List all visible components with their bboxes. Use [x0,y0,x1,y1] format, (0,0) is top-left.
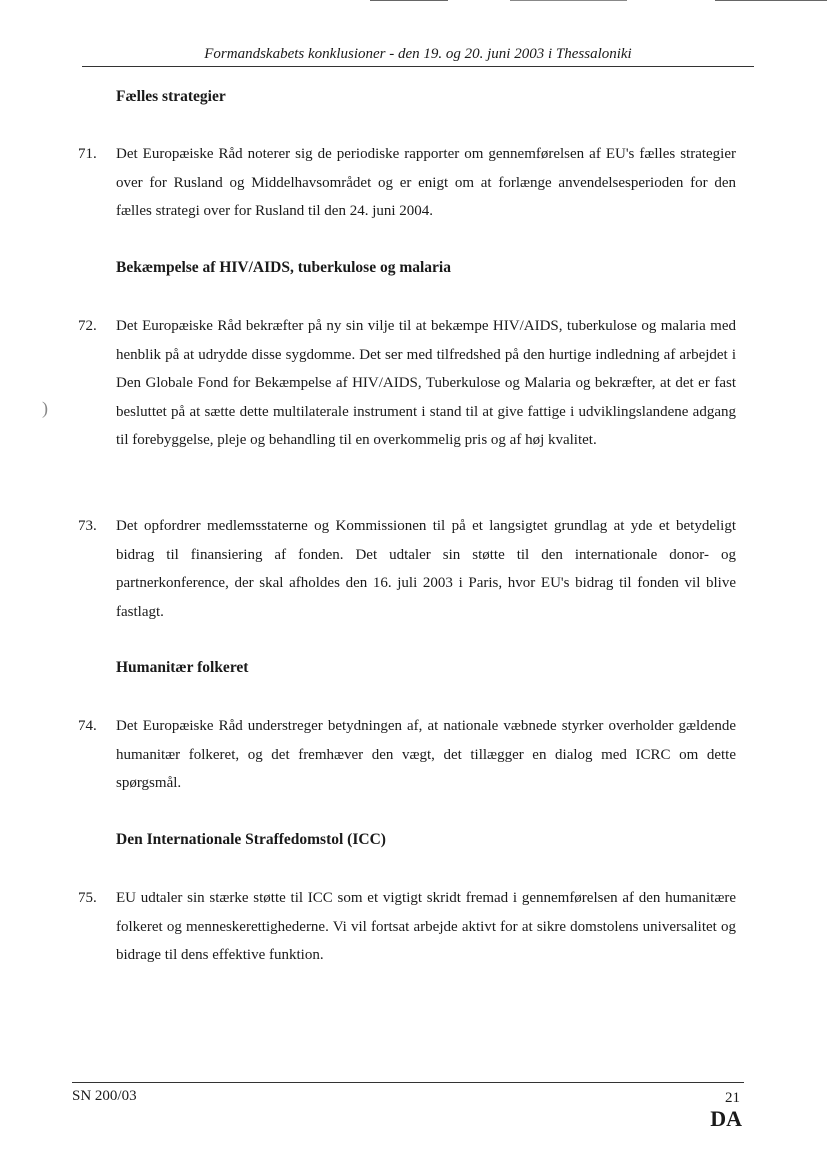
paragraph-text: EU udtaler sin stærke støtte til ICC som et vigtigt skridt fremad i gennemførelsen af den humanitære folkeret og menneskerettighederne. Vi vil fortsat arbejde aktivt for at sikre domstolens universalitet og bidrage til dens effektive funktion. [116,890,736,963]
paragraph-number: 72. [78,318,97,334]
scan-edge-line [370,0,448,1]
scan-edge-line [510,0,627,1]
section-heading: Bekæmpelse af HIV/AIDS, tuberkulose og malaria [116,259,451,276]
paragraph-number: 74. [78,718,97,734]
footer-rule [72,1082,744,1083]
paragraph-text: Det Europæiske Råd understreger betydningen af, at nationale væbnede styrker overholder gældende humanitær folkeret, og det fremhæver den vægt, det tillægger en dialog med ICRC om dette spørgsmål. [116,718,736,791]
numbered-paragraph [78,140,754,226]
paragraph-number: 75. [78,890,97,906]
language-code: DA [710,1106,742,1131]
scan-edge-line [715,0,827,1]
section-heading: Den Internationale Straffedomstol (ICC) [116,831,386,848]
running-header: Formandskabets konklusioner - den 19. og 20. juni 2003 i Thessaloniki [204,46,632,62]
paragraph-text: Det opfordrer medlemsstaterne og Kommissionen til på et langsigtet grundlag at yde et betydeligt bidrag til finansiering af fonden. Det udtaler sin støtte til den internationale donor- og partnerkonference, der skal afholdes den 16. juli 2003 i Paris, hvor EU's bidrag til fonden vil blive fastlagt. [116,518,736,620]
margin-mark: ) [42,398,48,418]
page-number: 21 [725,1090,740,1106]
paragraph-text: Det Europæiske Råd noterer sig de periodiske rapporter om gennemførelsen af EU's fælles strategier over for Rusland og Middelhavsområdet og er enigt om at forlænge anvendelsesperioden for den fælles strategi over for Rusland til den 24. juni 2004. [116,146,736,219]
section-heading: Fælles strategier [116,88,226,105]
numbered-paragraph [78,712,754,798]
document-reference: SN 200/03 [72,1088,137,1104]
paragraph-text: Det Europæiske Råd bekræfter på ny sin vilje til at bekæmpe HIV/AIDS, tuberkulose og malaria med henblik på at udrydde disse sygdomme. Det ser med tilfredshed på den hurtige indledning af arbejdet i Den Globale Fond for Bekæmpelse af HIV/AIDS, Tuberkulose og Malaria og bekræfter, at det er fast besluttet på at sætte dette multilaterale instrument i stand til at give fattige i udviklingslandene adgang til forebyggelse, pleje og behandling til en overkommelig pris og af høj kvalitet. [116,318,736,448]
paragraph-number: 73. [78,518,97,534]
paragraph-number: 71. [78,146,97,162]
numbered-paragraph [78,884,754,970]
numbered-paragraph [78,512,754,626]
section-heading: Humanitær folkeret [116,659,249,676]
numbered-paragraph [78,312,754,455]
header-rule [82,66,754,67]
